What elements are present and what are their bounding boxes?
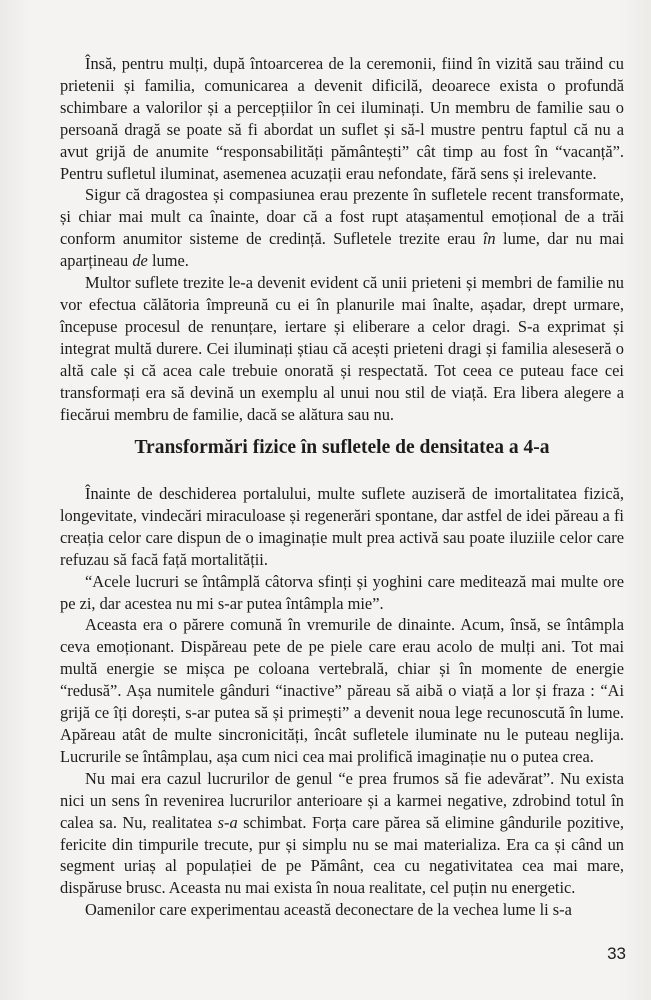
paragraph: Însă, pentru mulți, după întoarcerea de la ceremonii, fiind în vizită sau trăind cu prietenii și familia, comunicarea a devenit dificilă, deoarece exista o profundă schimbare a valorilor și a percepțiilor în cei iluminați. Un membru de familie sau o persoană dragă se poate să fi abordat un suflet și să-l mustre pentru faptul că nu a avut grijă de anumite “responsabilități pământești” cât timp au fost în “vacanță”. Pentru sufletul iluminat, asemenea acuzații erau nefondate, fără sens și irelevante. [60, 54, 624, 183]
paragraph: Multor suflete trezite le-a devenit evident că unii prieteni și membri de familie nu vor efectua călătoria împreună cu ei în planurile mai înalte, așadar, drept urmare, începuse procesul de renunțare, iertare și eliberare a celor dragi. S-a exprimat și integrat multă durere. Cei iluminați știau că acești prieteni dragi și familia aleseseră o altă cale și că acea cale trebuie onorată și respectată. Tot ceea ce puteau face cei transformați era să devină un exemplu al unui nou stil de viață. Era libera alegere a fiecărui membru de familie, dacă se alătura sau nu. [60, 273, 624, 424]
paragraph: Sigur că dragostea și compasiunea erau prezente în sufletele recent transformate, și chiar mai mult ca înainte, doar că a fost rupt atașamentul emoțional de a trăi conform anumitor sisteme de credință. Sufletele trezite erau în lume, dar nu mai aparțineau de lume. [60, 185, 624, 271]
paragraph: Aceasta era o părere comună în vremurile de dinainte. Acum, însă, se întâmpla ceva emoționant. Dispăreau pete de pe piele care erau acolo de mulți ani. Tot mai multă energie se mișca pe coloana vertebrală, chiar și în momente de energie “redusă”. Așa numitele gânduri “inactive” păreau să aibă o viață a lor și fraza : “Ai grijă ce îți dorești, s-ar putea să și primești” a devenit noua lege recunoscută în lume. Apăreau atât de multe sincronicități, încât sufletele iluminate nu le puteau neglija. Lucrurile se întâmplau, așa cum nici cea mai prolifică imaginație nu o putea crea. [60, 615, 624, 766]
text-block-bottom [60, 483, 624, 921]
paragraph: Nu mai era cazul lucrurilor de genul “e prea frumos să fie adevărat”. Nu exista nici un sens în revenirea lucrurilor anterioare și a karmei negative, zdrobind totul în calea sa. Nu, realitatea s-a schimbat. Forța care părea să elimine gândurile pozitive, fericite din timpurile trecute, pur și simplu nu se mai materializa. Era ca și când un segment uriaș al populației de pe Pământ, cea cu negativitatea cea mai mare, dispăruse brusc. Aceasta nu mai exista în noua realitate, cel puțin nu energetic. [60, 768, 624, 898]
page-number: 33 [607, 944, 626, 963]
section-heading: Transformări fizice în sufletele de densitatea a 4-a [134, 437, 550, 458]
paragraph: Oamenilor care experimentau această deconectare de la vechea lume li s-a [85, 900, 572, 920]
text-block-top [60, 53, 624, 425]
paragraph: Înainte de deschiderea portalului, multe suflete auziseră de imortalitatea fizică, longevitate, vindecări miraculoase și regenerări spontane, dar astfel de idei păreau a fi creația celor care dispun de o imaginație mult prea activă sau poate iluziile celor care refuzau să facă față mortalității. [60, 484, 624, 569]
paragraph: “Acele lucruri se întâmplă câtorva sfinți și yoghini care meditează mai multe ore pe zi, dar acestea nu mi s-ar putea întâmpla mie”. [60, 571, 624, 613]
